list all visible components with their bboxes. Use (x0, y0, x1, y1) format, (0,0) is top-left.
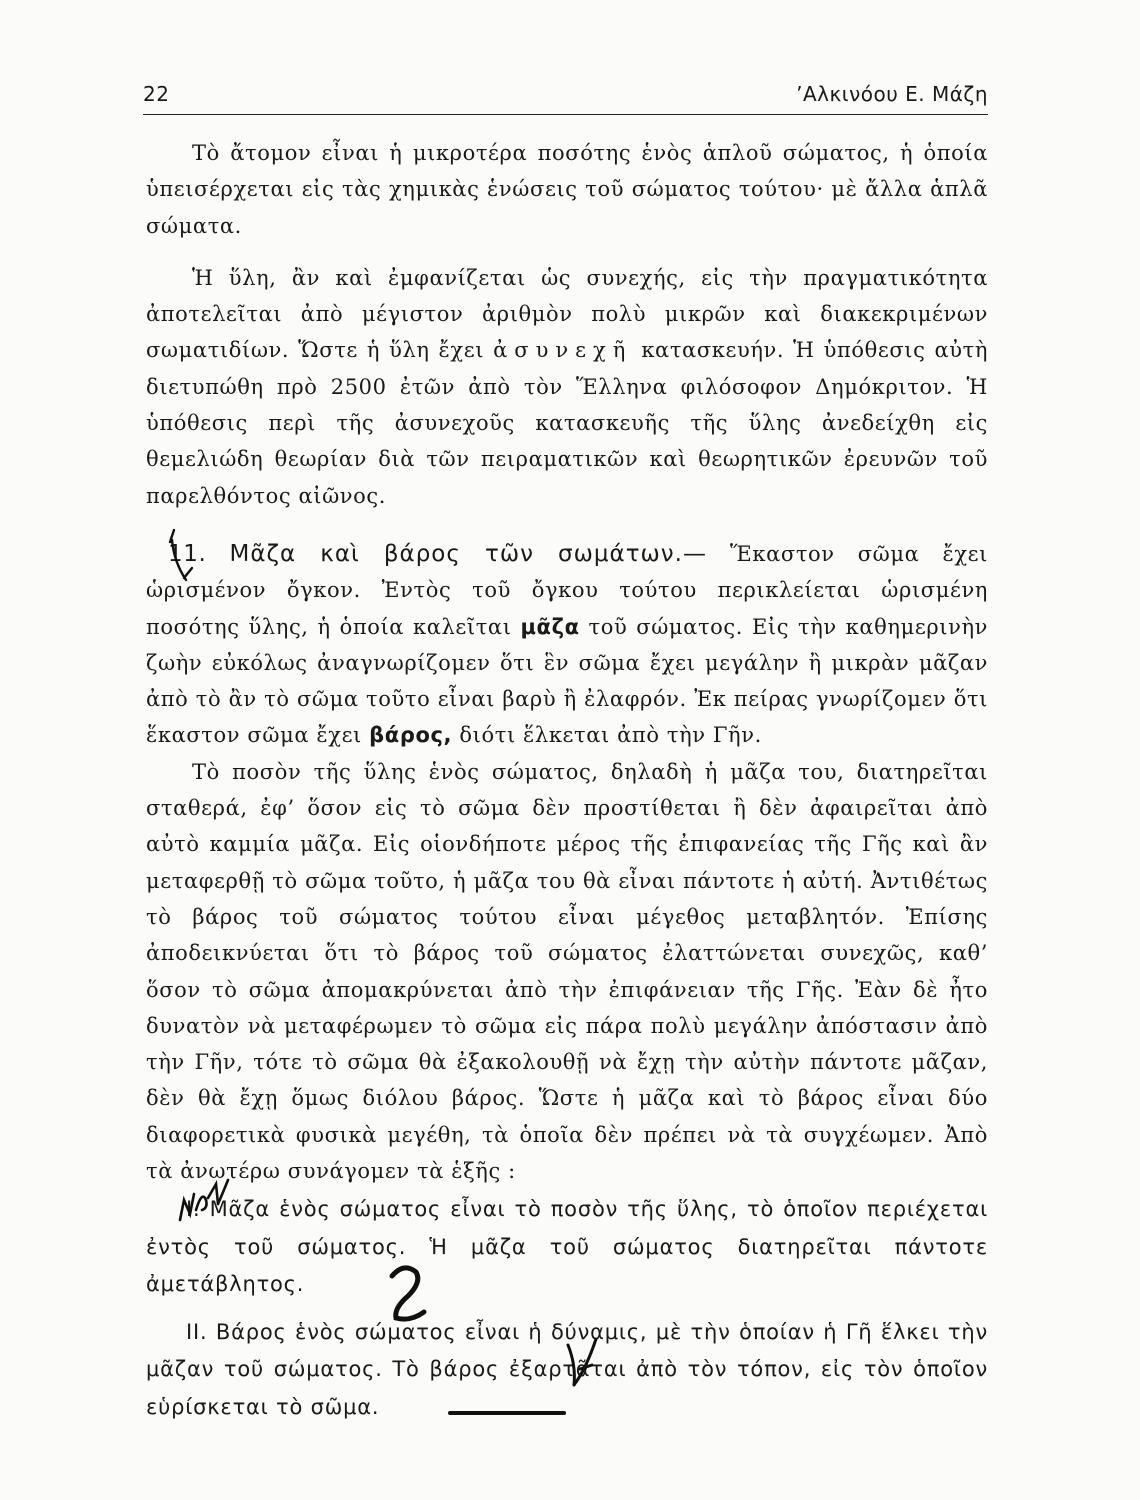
page-header (143, 82, 988, 114)
paragraph-matter (146, 260, 988, 514)
running-head: ’Αλκινόου Ε. Μάζη (796, 82, 988, 106)
spaced-word: ἀσυνεχῆ (493, 338, 633, 363)
header-rule (143, 114, 988, 115)
term-weight: βάρος, (369, 723, 453, 748)
definitions (146, 1191, 988, 1426)
section-title: Μᾶζα καὶ βάρος τῶν σωμάτων.— (229, 540, 707, 567)
definition-weight: II. Βάρος ἑνὸς σώματος εἶναι ἡ δύναμις, μὲ τὴν ὁποίαν ἡ Γῆ ἕλκει τὴν μᾶζαν τοῦ σώματος. Τὸ βάρος ἐξαρτᾶται ἀπὸ τὸν τόπον, εἰς τὸν ὁποῖον εὑρίσκεται τὸ σῶμα. (146, 1319, 988, 1419)
paragraph-matter-part2: κατασκευήν. Ἡ ὑπόθεσις αὐτὴ διετυπώθη πρὸ 2500 ἐτῶν ἀπὸ τὸν Ἕλληνα φιλόσοφον Δημόκριτον. Ἡ ὑπόθεσις περὶ τῆς ἀσυνεχοῦς κατασκευῆς τῆς ὕλης ἀνεδείχθη εἰς θεμελιώδη θεωρίαν διὰ τῶν πειραματικῶν καὶ θεωρητικῶν ἐρευνῶν τοῦ παρελθόντος αἰῶνος. (146, 338, 989, 508)
section-text-1: Ἕκαστον σῶμα ἔχει ὡρισμένον ὄγκον. Ἐντὸς τοῦ ὄγκου τούτου περικλείεται ὡρισμένη ποσότης ὕλης, ἡ ὁποία καλεῖται (146, 541, 988, 639)
section-11 (146, 536, 988, 754)
section-text-3: διότι ἕλκεται ἀπὸ τὴν Γῆν. (459, 723, 762, 748)
paragraph-matter-part1: Ἡ ὕλη, ἂν καὶ ἐμφανίζεται ὡς συνεχής, εἰς τὴν πραγματικότητα ἀποτελεῖται ἀπὸ μέγιστον ἀριθμὸν πολὺ μικρῶν καὶ διακεκριμένων σωματιδίων. Ὥστε ἡ ὕλη ἔχει (146, 265, 988, 363)
body-text (146, 135, 988, 1189)
term-mass: μᾶζα (520, 614, 580, 639)
paragraph-mass-weight: Τὸ ποσὸν τῆς ὕλης ἑνὸς σώματος, δηλαδὴ ἡ μᾶζα του, διατηρεῖται σταθερά, ἐφ’ ὅσον εἰς τὸ σῶμα δὲν προστίθεται ἢ δὲν ἀφαιρεῖται ἀπὸ αὐτὸ καμμία μᾶζα. Εἰς οἱονδήποτε μέρος τῆς ἐπιφανείας τῆς Γῆς καὶ ἂν μεταφερθῇ τὸ σῶμα τοῦτο, ἡ μᾶζα του θὰ εἶναι πάντοτε ἡ αὐτή. Ἀντιθέτως τὸ βάρος τοῦ σώματος τούτου εἶναι μέγεθος μεταβλητόν. Ἐπίσης ἀποδεικνύεται ὅτι τὸ βάρος τοῦ σώματος ἐλαττώνεται συνεχῶς, καθ’ ὅσον τὸ σῶμα ἀπομακρύνεται ἀπὸ τὴν ἐπιφάνειαν τῆς Γῆς. Ἐὰν δὲ ἦτο δυνατὸν νὰ μεταφέρωμεν τὸ σῶμα εἰς πάρα πολὺ μεγάλην ἀπόστασιν ἀπὸ τὴν Γῆν, τότε τὸ σῶμα θὰ ἐξακολουθῇ νὰ ἔχῃ τὴν αὐτὴν πάντοτε μᾶζαν, δὲν θὰ ἔχῃ ὅμως διόλου βάρος. Ὥστε ἡ μᾶζα καὶ τὸ βάρος εἶναι δύο διαφορετικὰ φυσικὰ μεγέθη, τὰ ὁποῖα δὲν πρέπει νὰ τὰ συγχέωμεν. Ἀπὸ τὰ ἀνωτέρω συνάγομεν τὰ ἑξῆς : (146, 759, 988, 1184)
definition-mass: I. Μᾶζα ἑνὸς σώματος εἶναι τὸ ποσὸν τῆς ὕλης, τὸ ὁποῖον περιέχεται ἐντὸς τοῦ σώματος. Ἡ μᾶζα τοῦ σώματος διατηρεῖται πάντοτε ἀμετάβλητος. (146, 1197, 988, 1296)
paragraph-atom: Τὸ ἄτομον εἶναι ἡ μικροτέρα ποσότης ἑνὸς ἁπλοῦ σώματος, ἡ ὁποία ὑπεισέρχεται εἰς τὰς χημικὰς ἑνώσεις τοῦ σώματος τούτου· μὲ ἄλλα ἁπλᾶ σώματα. (146, 141, 988, 238)
page-number: 22 (143, 82, 170, 106)
section-text-2: τοῦ σώματος. Εἰς τὴν καθημερινὴν ζωὴν εὐκόλως ἀναγνωρίζομεν ὅτι ἓν σῶμα ἔχει μεγάλην ἢ μικρὰν μᾶζαν ἀπὸ τὸ ἂν τὸ σῶμα τοῦτο εἶναι βαρὺ ἢ ἐλαφρόν. Ἐκ πείρας γνωρίζομεν ὅτι ἕκαστον σῶμα ἔχει (146, 614, 989, 748)
section-number: 11. (168, 540, 207, 567)
